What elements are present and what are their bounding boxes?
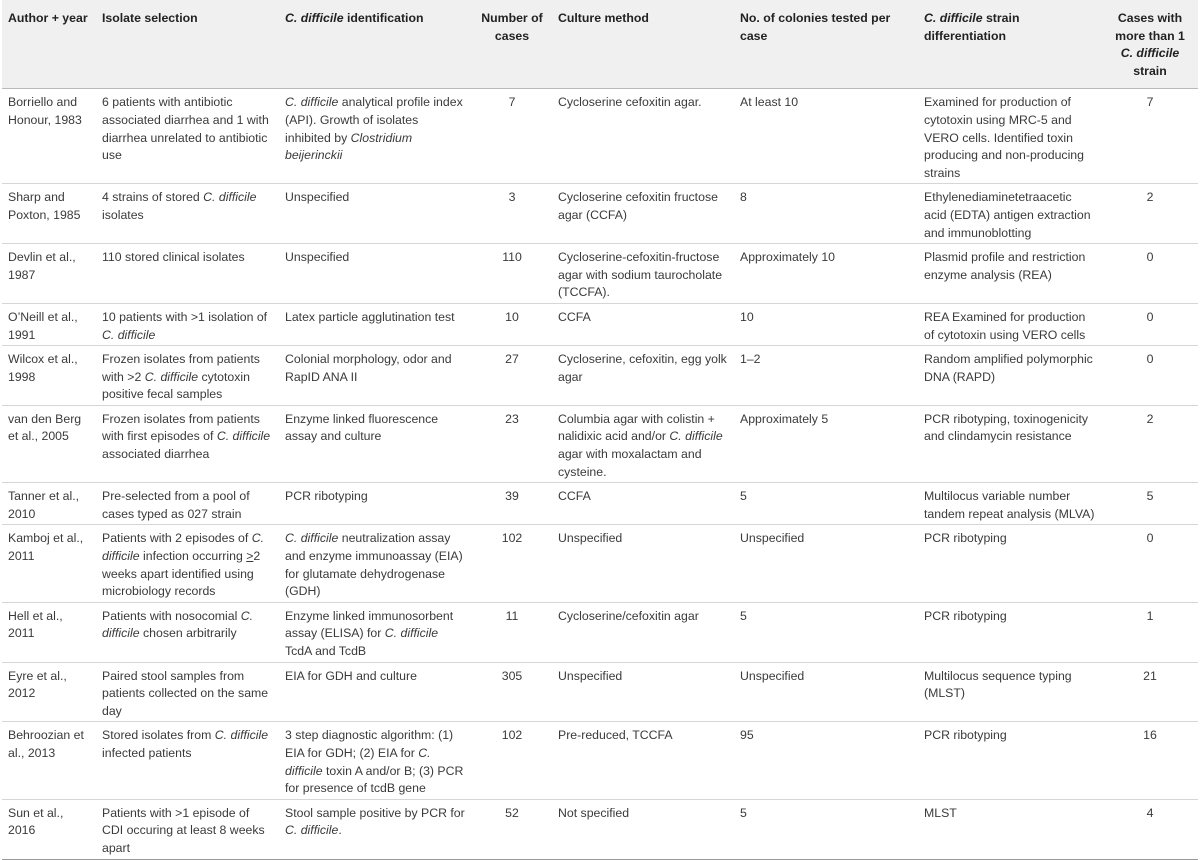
- cell-strain-differentiation: Plasmid profile and restriction enzyme analysis (REA): [918, 244, 1102, 304]
- cell-identification: Enzyme linked immunosorbent assay (ELISA) for C. difficile TcdA and TcdB: [279, 602, 472, 662]
- cell-isolate-selection: 6 patients with antibiotic associated diarrhea and 1 with diarrhea unrelated to antibiotic use: [96, 89, 279, 184]
- cell-multiple-strains: 5: [1102, 483, 1198, 525]
- cell-strain-differentiation: Random amplified polymorphic DNA (RAPD): [918, 346, 1102, 406]
- cell-isolate-selection: Pre-selected from a pool of cases typed as 027 strain: [96, 483, 279, 525]
- cell-author: Hell et al., 2011: [2, 602, 96, 662]
- cell-isolate-selection: Paired stool samples from patients collected on the same day: [96, 662, 279, 722]
- cell-identification: EIA for GDH and culture: [279, 662, 472, 722]
- cell-colonies-tested: 10: [734, 303, 918, 345]
- cell-identification: Colonial morphology, odor and RapID ANA II: [279, 346, 472, 406]
- cell-strain-differentiation: REA Examined for production of cytotoxin using VERO cells: [918, 303, 1102, 345]
- cell-culture-method: Cycloserine cefoxitin agar.: [552, 89, 734, 184]
- cell-identification: 3 step diagnostic algorithm: (1) EIA for GDH; (2) EIA for C. difficile toxin A and/or B; (3) PCR for presence of tcdB gene: [279, 722, 472, 799]
- header-multiple-strains: Cases with more than 1 C. difficile strain: [1102, 0, 1198, 89]
- cell-culture-method: CCFA: [552, 483, 734, 525]
- header-strain-differentiation: C. difficile strain differentiation: [918, 0, 1102, 89]
- header-colonies-tested: No. of colonies tested per case: [734, 0, 918, 89]
- cell-author: Sharp and Poxton, 1985: [2, 184, 96, 244]
- cell-isolate-selection: Stored isolates from C. difficile infected patients: [96, 722, 279, 799]
- cell-strain-differentiation: PCR ribotyping, toxinogenicity and clindamycin resistance: [918, 405, 1102, 482]
- cell-number-of-cases: 102: [472, 525, 552, 602]
- cell-multiple-strains: 2: [1102, 405, 1198, 482]
- table-body: [2, 89, 1198, 859]
- cell-identification: Latex particle agglutination test: [279, 303, 472, 345]
- cell-author: Eyre et al., 2012: [2, 662, 96, 722]
- cell-culture-method: Cycloserine cefoxitin fructose agar (CCFA): [552, 184, 734, 244]
- cell-multiple-strains: 7: [1102, 89, 1198, 184]
- cell-colonies-tested: At least 10: [734, 89, 918, 184]
- cell-multiple-strains: 21: [1102, 662, 1198, 722]
- cell-author: Behroozian et al., 2013: [2, 722, 96, 799]
- cell-colonies-tested: 1–2: [734, 346, 918, 406]
- cell-number-of-cases: 39: [472, 483, 552, 525]
- table-row: [2, 483, 1198, 525]
- cell-colonies-tested: 5: [734, 799, 918, 859]
- cell-multiple-strains: 0: [1102, 525, 1198, 602]
- cell-isolate-selection: Patients with nosocomial C. difficile chosen arbitrarily: [96, 602, 279, 662]
- cell-culture-method: Columbia agar with colistin + nalidixic acid and/or C. difficile agar with moxalactam and cysteine.: [552, 405, 734, 482]
- cell-colonies-tested: Unspecified: [734, 662, 918, 722]
- header-culture-method: Culture method: [552, 0, 734, 89]
- header-isolate-selection: Isolate selection: [96, 0, 279, 89]
- cell-author: Tanner et al., 2010: [2, 483, 96, 525]
- studies-table: [2, 0, 1198, 860]
- cell-colonies-tested: Approximately 10: [734, 244, 918, 304]
- cell-strain-differentiation: MLST: [918, 799, 1102, 859]
- cell-culture-method: Unspecified: [552, 525, 734, 602]
- cell-number-of-cases: 3: [472, 184, 552, 244]
- cell-colonies-tested: 8: [734, 184, 918, 244]
- cell-culture-method: CCFA: [552, 303, 734, 345]
- table-row: [2, 303, 1198, 345]
- cell-author: Borriello and Honour, 1983: [2, 89, 96, 184]
- cell-multiple-strains: 0: [1102, 346, 1198, 406]
- cell-isolate-selection: Frozen isolates from patients with first episodes of C. difficile associated diarrhea: [96, 405, 279, 482]
- cell-colonies-tested: 5: [734, 483, 918, 525]
- cell-number-of-cases: 27: [472, 346, 552, 406]
- cell-culture-method: Unspecified: [552, 662, 734, 722]
- header-number-of-cases: Number of cases: [472, 0, 552, 89]
- header-identification: C. difficile identification: [279, 0, 472, 89]
- cell-number-of-cases: 52: [472, 799, 552, 859]
- cell-multiple-strains: 16: [1102, 722, 1198, 799]
- cell-identification: PCR ribotyping: [279, 483, 472, 525]
- cell-author: Sun et al., 2016: [2, 799, 96, 859]
- cell-multiple-strains: 4: [1102, 799, 1198, 859]
- cell-multiple-strains: 1: [1102, 602, 1198, 662]
- cell-author: O’Neill et al., 1991: [2, 303, 96, 345]
- cell-colonies-tested: 95: [734, 722, 918, 799]
- cell-strain-differentiation: Ethylenediaminetetraacetic acid (EDTA) antigen extraction and immunoblotting: [918, 184, 1102, 244]
- cell-identification: Unspecified: [279, 184, 472, 244]
- cell-strain-differentiation: Multilocus sequence typing (MLST): [918, 662, 1102, 722]
- table-row: [2, 662, 1198, 722]
- cell-isolate-selection: 110 stored clinical isolates: [96, 244, 279, 304]
- cell-multiple-strains: 2: [1102, 184, 1198, 244]
- table-row: [2, 184, 1198, 244]
- cell-strain-differentiation: Multilocus variable number tandem repeat analysis (MLVA): [918, 483, 1102, 525]
- cell-strain-differentiation: PCR ribotyping: [918, 602, 1102, 662]
- cell-colonies-tested: 5: [734, 602, 918, 662]
- table-row: [2, 799, 1198, 859]
- cell-identification: Stool sample positive by PCR for C. difficile.: [279, 799, 472, 859]
- cell-number-of-cases: 110: [472, 244, 552, 304]
- cell-isolate-selection: Patients with 2 episodes of C. difficile infection occurring >2 weeks apart identified using microbiology records: [96, 525, 279, 602]
- table-row: [2, 602, 1198, 662]
- cell-number-of-cases: 7: [472, 89, 552, 184]
- header-row: [2, 0, 1198, 89]
- cell-multiple-strains: 0: [1102, 303, 1198, 345]
- cell-culture-method: Pre-reduced, TCCFA: [552, 722, 734, 799]
- cell-number-of-cases: 10: [472, 303, 552, 345]
- cell-identification: C. difficile neutralization assay and enzyme immunoassay (EIA) for glutamate dehydrogenase (GDH): [279, 525, 472, 602]
- cell-author: Kamboj et al., 2011: [2, 525, 96, 602]
- table-row: [2, 346, 1198, 406]
- table-row: [2, 244, 1198, 304]
- header-author: Author + year: [2, 0, 96, 89]
- cell-number-of-cases: 305: [472, 662, 552, 722]
- cell-strain-differentiation: PCR ribotyping: [918, 525, 1102, 602]
- cell-number-of-cases: 23: [472, 405, 552, 482]
- table-row: [2, 405, 1198, 482]
- cell-culture-method: Cycloserine-cefoxitin-fructose agar with sodium taurocholate (TCCFA).: [552, 244, 734, 304]
- cell-culture-method: Not specified: [552, 799, 734, 859]
- cell-author: Devlin et al., 1987: [2, 244, 96, 304]
- cell-author: Wilcox et al., 1998: [2, 346, 96, 406]
- cell-number-of-cases: 102: [472, 722, 552, 799]
- cell-isolate-selection: 10 patients with >1 isolation of C. difficile: [96, 303, 279, 345]
- table-row: [2, 722, 1198, 799]
- cell-identification: C. difficile analytical profile index (API). Growth of isolates inhibited by Clostridium beijerinckii: [279, 89, 472, 184]
- table-row: [2, 89, 1198, 184]
- cell-identification: Enzyme linked fluorescence assay and culture: [279, 405, 472, 482]
- cell-number-of-cases: 11: [472, 602, 552, 662]
- cell-author: van den Berg et al., 2005: [2, 405, 96, 482]
- cell-colonies-tested: Unspecified: [734, 525, 918, 602]
- cell-culture-method: Cycloserine/cefoxitin agar: [552, 602, 734, 662]
- table-row: [2, 525, 1198, 602]
- cell-colonies-tested: Approximately 5: [734, 405, 918, 482]
- cell-culture-method: Cycloserine, cefoxitin, egg yolk agar: [552, 346, 734, 406]
- cell-isolate-selection: 4 strains of stored C. difficile isolates: [96, 184, 279, 244]
- cell-strain-differentiation: Examined for production of cytotoxin using MRC-5 and VERO cells. Identified toxin producing and non-producing strains: [918, 89, 1102, 184]
- cell-identification: Unspecified: [279, 244, 472, 304]
- cell-isolate-selection: Patients with >1 episode of CDI occuring at least 8 weeks apart: [96, 799, 279, 859]
- cell-isolate-selection: Frozen isolates from patients with >2 C. difficile cytotoxin positive fecal samples: [96, 346, 279, 406]
- cell-multiple-strains: 0: [1102, 244, 1198, 304]
- cell-strain-differentiation: PCR ribotyping: [918, 722, 1102, 799]
